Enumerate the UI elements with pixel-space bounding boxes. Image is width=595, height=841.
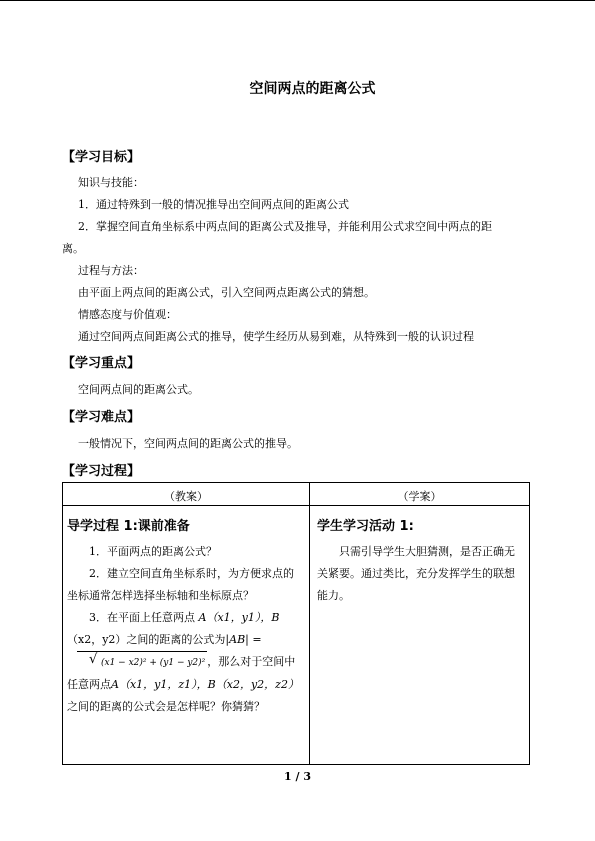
table-col-header-left: （教案）	[164, 490, 208, 503]
distance-formula-sqrt: √ (x1 − x2)² + (y1 − y2)²	[77, 651, 207, 674]
item3-part-d: 之间的距离的公式会是怎样呢？你猜猜？	[67, 700, 265, 713]
table-column-divider	[309, 483, 310, 764]
left-item-3	[67, 607, 303, 718]
goals-line-2: 2．掌握空间直角坐标系中两点间的距离公式及推导，并能利用公式求空间中两点的距	[78, 220, 492, 233]
item3-points-space: A（x1，y1，z1），B（x2，y2，z2）	[111, 678, 299, 691]
item3-point-a: A（x1，y1），B	[198, 611, 280, 624]
right-cell-title: 学生学习活动 1:	[317, 519, 414, 534]
goals-line-1: 1．通过特殊到一般的情况推导出空间两点间的距离公式	[78, 198, 349, 211]
item3-part-a: 3．在平面上任意两点	[89, 611, 195, 624]
item3-part-b: （x2，y2）之间的距离的公式为	[67, 633, 226, 646]
left-item-2: 2．建立空间直角坐标系时，为方便求点的坐标通常怎样选择坐标轴和坐标原点？	[67, 567, 294, 602]
goals-line-6: 情感态度与价值观：	[78, 308, 177, 321]
page-top-rule	[0, 0, 595, 1]
table-col-header-right: （学案）	[397, 490, 442, 503]
left-cell-title: 导学过程 1:课前准备	[67, 519, 190, 534]
left-item-1: 1．平面两点的距离公式？	[89, 545, 217, 558]
difficulty-text: 一般情况下，空间两点间的距离公式的推导。	[78, 437, 298, 450]
table-header-divider	[63, 505, 529, 506]
goals-line-4: 过程与方法：	[78, 264, 144, 277]
key-text: 空间两点间的距离公式。	[78, 383, 199, 396]
left-cell-content	[67, 541, 303, 718]
page-number: 1 / 3	[284, 770, 311, 783]
page-title: 空间两点的距离公式	[249, 81, 376, 97]
goals-line-7: 通过空间两点间距离公式的推导，使学生经历从易到难，从特殊到一般的认识过程	[78, 330, 474, 343]
right-cell-content: 只需引导学生大胆猜测，是否正确无关紧要。通过类比，充分发挥学生的联想能力。	[317, 545, 515, 602]
item3-ab-abs: |AB| =	[225, 633, 262, 646]
item3-part-c: ，那么对于空间中任意两点	[67, 655, 296, 691]
goals-heading: 【学习目标】	[62, 150, 141, 165]
difficulty-heading: 【学习难点】	[62, 410, 141, 425]
process-table	[62, 482, 530, 765]
key-heading: 【学习重点】	[62, 356, 141, 371]
process-heading: 【学习过程】	[62, 464, 141, 479]
goals-line-5: 由平面上两点间的距离公式，引入空间两点距离公式的猜想。	[78, 286, 375, 299]
goals-line-3: 离。	[62, 242, 84, 255]
goals-line-0: 知识与技能：	[78, 176, 144, 189]
